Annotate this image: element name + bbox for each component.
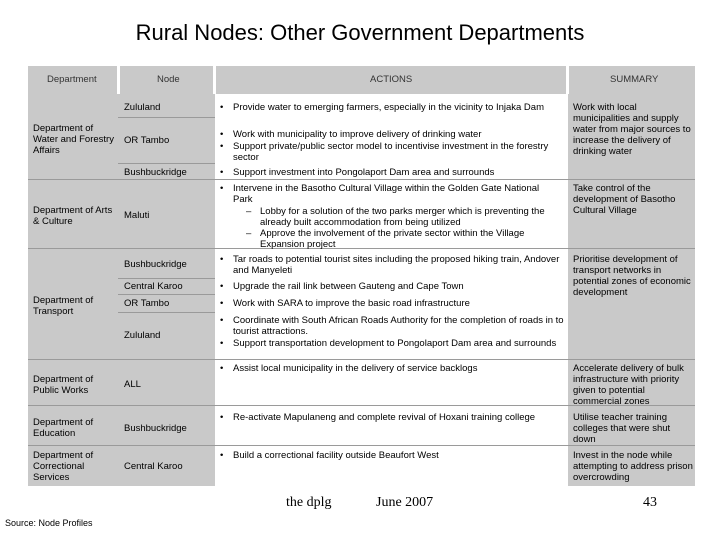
footer-organisation: the dplg bbox=[286, 495, 332, 510]
summary-arts-culture: Take control of the development of Basotho Cultural Village bbox=[573, 183, 676, 216]
node-zululand: Zululand bbox=[124, 330, 161, 341]
row-divider bbox=[118, 312, 215, 313]
department-water-forestry: Department of Water and Forestry Affairs bbox=[33, 123, 114, 156]
actions-education: • Re-activate Mapulaneng and complete revival of Hoxani training college bbox=[220, 412, 536, 423]
row-divider bbox=[118, 294, 215, 295]
actions-arts-maluti: • Intervene in the Basotho Cultural Village within the Golden Gate National Park – Lobby for a solution of the two parks merger which is preventing the already built accommodation from being utilized – Approve the involvement of the private sector within the Village Expansion project bbox=[220, 183, 545, 250]
slide-title: Rural Nodes: Other Government Departments bbox=[135, 20, 585, 45]
row-divider bbox=[118, 117, 215, 118]
actions-water-or-tambo: • Work with municipality to improve delivery of drinking water • Support private/public sector model to incentivise investment in the forestry sector bbox=[220, 129, 549, 163]
node-zululand: Zululand bbox=[124, 102, 161, 113]
node-central-karoo: Central Karoo bbox=[124, 461, 183, 472]
department-education: Department of Education bbox=[33, 417, 94, 439]
node-bushbuckridge: Bushbuckridge bbox=[124, 167, 187, 178]
node-or-tambo: OR Tambo bbox=[124, 298, 170, 309]
actions-transport-zululand: • Coordinate with South African Roads Authority for the completion of roads in to tourist attractions. • Support transportation development to Pongolaport Dam area and surrounds bbox=[220, 315, 564, 349]
department-correctional-services: Department of Correctional Services bbox=[33, 450, 94, 483]
node-maluti: Maluti bbox=[124, 210, 150, 221]
summary-education: Utilise teacher training colleges that were shut down bbox=[573, 412, 671, 445]
header-actions: ACTIONS bbox=[370, 74, 413, 85]
node-all: ALL bbox=[124, 379, 141, 390]
summary-correctional-services: Invest in the node while attempting to address prison overcrowding bbox=[573, 450, 693, 483]
actions-water-bushbuckridge: • Support investment into Pongolaport Dam area and surrounds bbox=[220, 167, 495, 178]
row-divider bbox=[28, 445, 695, 446]
row-divider bbox=[28, 179, 695, 180]
summary-water-forestry: Work with local municipalities and supply water from major sources to increase the delivery of drinking water bbox=[573, 102, 691, 157]
actions-water-zululand: • Provide water to emerging farmers, especially in the vicinity to Injaka Dam bbox=[220, 102, 544, 113]
node-bushbuckridge: Bushbuckridge bbox=[124, 423, 187, 434]
summary-transport: Prioritise development of transport networks in potential zones of economic development bbox=[573, 254, 691, 298]
department-transport: Department of Transport bbox=[33, 295, 94, 317]
header-summary: SUMMARY bbox=[610, 74, 659, 85]
node-or-tambo: OR Tambo bbox=[124, 135, 170, 146]
row-divider bbox=[118, 163, 215, 164]
actions-transport-or-tambo: • Work with SARA to improve the basic road infrastructure bbox=[220, 298, 470, 309]
department-arts-culture: Department of Arts & Culture bbox=[33, 205, 113, 227]
header-node: Node bbox=[157, 74, 180, 85]
page-number: 43 bbox=[643, 495, 657, 510]
department-public-works: Department of Public Works bbox=[33, 374, 94, 396]
summary-public-works: Accelerate delivery of bulk infrastructure with priority given to potential commercial zones bbox=[573, 363, 684, 407]
actions-transport-central-karoo: • Upgrade the rail link between Gauteng and Cape Town bbox=[220, 281, 464, 292]
row-divider bbox=[28, 359, 695, 360]
actions-public-works: • Assist local municipality in the delivery of service backlogs bbox=[220, 363, 478, 374]
node-central-karoo: Central Karoo bbox=[124, 281, 183, 292]
row-divider bbox=[118, 278, 215, 279]
header-department: Department bbox=[47, 74, 97, 85]
source-note: Source: Node Profiles bbox=[5, 518, 93, 528]
header-band bbox=[28, 66, 695, 94]
actions-transport-bushbuckridge: • Tar roads to potential tourist sites including the proposed hiking train, Andover and Manyeleti bbox=[220, 254, 560, 276]
footer-date: June 2007 bbox=[376, 495, 434, 510]
actions-correctional-services: • Build a correctional facility outside Beaufort West bbox=[220, 450, 439, 461]
node-bushbuckridge: Bushbuckridge bbox=[124, 259, 187, 270]
